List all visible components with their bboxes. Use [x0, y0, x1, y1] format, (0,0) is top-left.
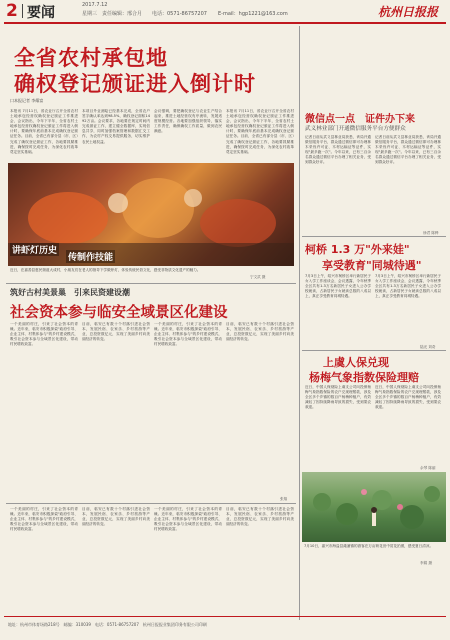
lead-byline: 口本报记者 李耀富 [10, 98, 44, 103]
right-top-body-col2: 记者日前从武义县林业局获悉，该局开通微信服务平台，群众通过微信即可办理林木采伐许可证、木材运输证等证件，实现"最多跑一次"。今年以来，已有三百余名群众通过微信平台办理了相关业务，受到群众好评。 [375, 135, 441, 165]
row-divider-2 [6, 503, 296, 504]
row-divider [6, 283, 296, 284]
mid-bottom-col2: 目前，临安已有数十个村落引进社会资本，发展民宿、农家乐、乡村旅游等产业，总投资数亿元，实现了美丽乡村向美丽经济的转变。 [82, 507, 150, 527]
right-photo-credit: 李娟 摄 [420, 561, 432, 565]
issue-weekday: 星期三 [82, 11, 98, 17]
mid-headline: 社会资本参与临安全域景区化建设 [10, 305, 228, 321]
mid-body-col3: 一个美丽的村庄，引来了社会资本的青睐。近年来，临安市积极探索"政府引导、企业主体、村集体参与"的乡村建设模式，吸引社会资本参与全域景区化建设，带动村民增收致富。 [154, 322, 222, 347]
editor: 责任编辑：邢合月 [102, 11, 143, 17]
masthead-rule [4, 22, 446, 24]
right-bot-credit: 余琴 陈丽 [420, 466, 436, 470]
right-bot-body-col1: 近日，中国人保财险上虞支公司向投保杨梅气象指数保险的农户兑现理赔款，涉及全区多个乡镇的数百户杨梅种植户，有效减轻了因持续降雨导致的损失，受到果农欢迎。 [305, 385, 371, 410]
right-photo [302, 472, 446, 542]
mid-body-col2: 目前，临安已有数十个村落引进社会资本，发展民宿、农家乐、乡村旅游等产业，总投资数亿元，实现了美丽乡村向美丽经济的转变。 [82, 322, 150, 342]
right-bot-headline-2: 杨梅气象指数保险理赔 [309, 371, 419, 384]
footer-rule [4, 616, 446, 617]
photo-caption-body: 近日，在嘉善县惠民街道大成村，小朋友们在老人的指导下学做虾灯，体验传统民俗文化，感受非物质文化遗产的魅力。 [10, 268, 201, 272]
phone: 电话：0571-86757207 [152, 11, 207, 17]
right-top-body-col1: 记者日前从武义县林业局获悉，该局开通微信服务平台，群众通过微信即可办理林木采伐许可证、木材运输证等证件，实现"最多跑一次"。今年以来，已有三百余名群众通过微信平台办理了相关业务，受到群众好评。 [305, 135, 371, 165]
right-mid-headline-2: 享受教育"同城待遇" [322, 259, 422, 272]
mid-bottom-col1: 一个美丽的村庄，引来了社会资本的青睐。近年来，临安市积极探索"政府引导、企业主体、村集体参与"的乡村建设模式，吸引社会资本参与全域景区化建设，带动村民增收致富。 [10, 507, 78, 532]
right-bot-headline-1: 上虞人保兑现 [323, 356, 389, 369]
col-divider-vertical [299, 26, 300, 620]
lead-headline-2: 确权登记颁证进入倒计时 [14, 72, 256, 96]
section-title: 要闻 [27, 5, 55, 21]
right-divider-2 [302, 350, 446, 351]
lead-photo [8, 163, 294, 266]
divider [22, 4, 23, 18]
lead-body-col2: 本项目外业测绘已经基本完成，全省农户签字确认率达到98.5%，确权登记面积1492万亩。会议要求，各地要在规定时间内完成颁证工作，建立健全数据库，实现信息共享，同时加强档案管理和数据汇交工作，为农村产权交易提供服务，切实维护农民土地权益。 [82, 109, 150, 144]
right-bot-body-col2: 近日，中国人保财险上虞支公司向投保杨梅气象指数保险的农户兑现理赔款，涉及全区多个乡镇的数百户杨梅种植户，有效减轻了因持续降雨导致的损失，受到果农欢迎。 [375, 385, 441, 410]
paper-logo: 杭州日报报 [378, 5, 439, 19]
lead-headline-1: 全省农村承包地 [14, 46, 168, 70]
footer-text: 地址：杭州市体育场路218号 邮编：310039 电话：0571-86757207 杭州日报报业集团印务有限公司印刷 [8, 622, 207, 627]
mid-bottom-col3: 一个美丽的村庄，引来了社会资本的青睐。近年来，临安市积极探索"政府引导、企业主体、村集体参与"的乡村建设模式，吸引社会资本参与全域景区化建设，带动村民增收致富。 [154, 507, 222, 532]
lotus-field-image [302, 472, 446, 542]
issue-date: 2017.7.12 [82, 2, 108, 8]
lead-body-col4: 本报讯 7月11日，省农业厅召开全省农村土地承包经营权确权登记颁证工作推进会，会议指出，今年下半年，全省农村土地承包经营权确权登记颁证工作将进入倒计时，要确保年底前基本完成确权登记颁证任务。目前，全省已有部分县（市、区）完成了确权登记颁证工作，各地要抓紧推进，确保按时完成任务，为深化农村改革奠定坚实基础。 [226, 109, 294, 154]
photo-credit: 宁文武 摄 [250, 275, 266, 279]
right-photo-caption: 7月10日，嘉兴市海盐县澉浦镇的游客在万亩荷花田中赏花拍照，感受夏日清凉。 [304, 544, 434, 548]
email: E-mail：hgp1221@163.com [218, 11, 288, 17]
right-top-headline: 微信点一点 证件办下来 [305, 114, 415, 125]
right-mid-credit: 陆光 刘奇 [420, 345, 436, 349]
mid-kicker: 筑好古村美景巢 引来民资建设潮 [10, 288, 130, 297]
photo-caption-1: 讲虾灯历史 [10, 243, 59, 256]
right-mid-headline-1: 柯桥 1.3 万"外来娃" [305, 243, 410, 256]
page-number: 2 [6, 1, 18, 21]
mid-credit: 张翔 [280, 497, 288, 501]
right-mid-body-col1: 7月3日上午，绍兴市柯桥区举行新居民子女入学工作座谈会，会议透露，今年秋季全区共有1.3万名新居民子女进入公办学校就读，占新居民子女就读总数的八成以上，真正享受教育同城待遇。 [305, 274, 371, 299]
right-divider-1 [302, 236, 446, 237]
lead-body-col1: 本报讯 7月11日，省农业厅召开全省农村土地承包经营权确权登记颁证工作推进会，会议指出，今年下半年，全省农村土地承包经营权确权登记颁证工作将进入倒计时，要确保年底前基本完成确权登记颁证任务。目前，全省已有部分县（市、区）完成了确权登记颁证工作，各地要抓紧推进，确保按时完成任务，为深化农村改革奠定坚实基础。 [10, 109, 78, 154]
masthead [0, 0, 450, 24]
mid-body-col4: 目前，临安已有数十个村落引进社会资本，发展民宿、农家乐、乡村旅游等产业，总投资数亿元，实现了美丽乡村向美丽经济的转变。 [226, 322, 294, 342]
mid-bottom-col4: 目前，临安已有数十个村落引进社会资本，发展民宿、农家乐、乡村旅游等产业，总投资数亿元，实现了美丽乡村向美丽经济的转变。 [226, 507, 294, 527]
lead-body-col3: 会议强调，要把确权登记与农业生产结合起来，推进土地经营权有序流转，发展适度规模经营。各地要加强组织领导，落实工作责任，确保确权工作质量，做到农民满意。 [154, 109, 222, 134]
photo-caption-2: 传制作技能 [66, 250, 115, 263]
right-top-subhead: 武义林业部门开通微信服务平台方便群众 [305, 126, 406, 132]
right-top-credit: 徐君 陈桦 [423, 231, 439, 235]
right-mid-body-col2: 7月3日上午，绍兴市柯桥区举行新居民子女入学工作座谈会，会议透露，今年秋季全区共有1.3万名新居民子女进入公办学校就读，占新居民子女就读总数的八成以上，真正享受教育同城待遇。 [375, 274, 441, 299]
mid-body-col1: 一个美丽的村庄，引来了社会资本的青睐。近年来，临安市积极探索"政府引导、企业主体、村集体参与"的乡村建设模式，吸引社会资本参与全域景区化建设，带动村民增收致富。 [10, 322, 78, 347]
